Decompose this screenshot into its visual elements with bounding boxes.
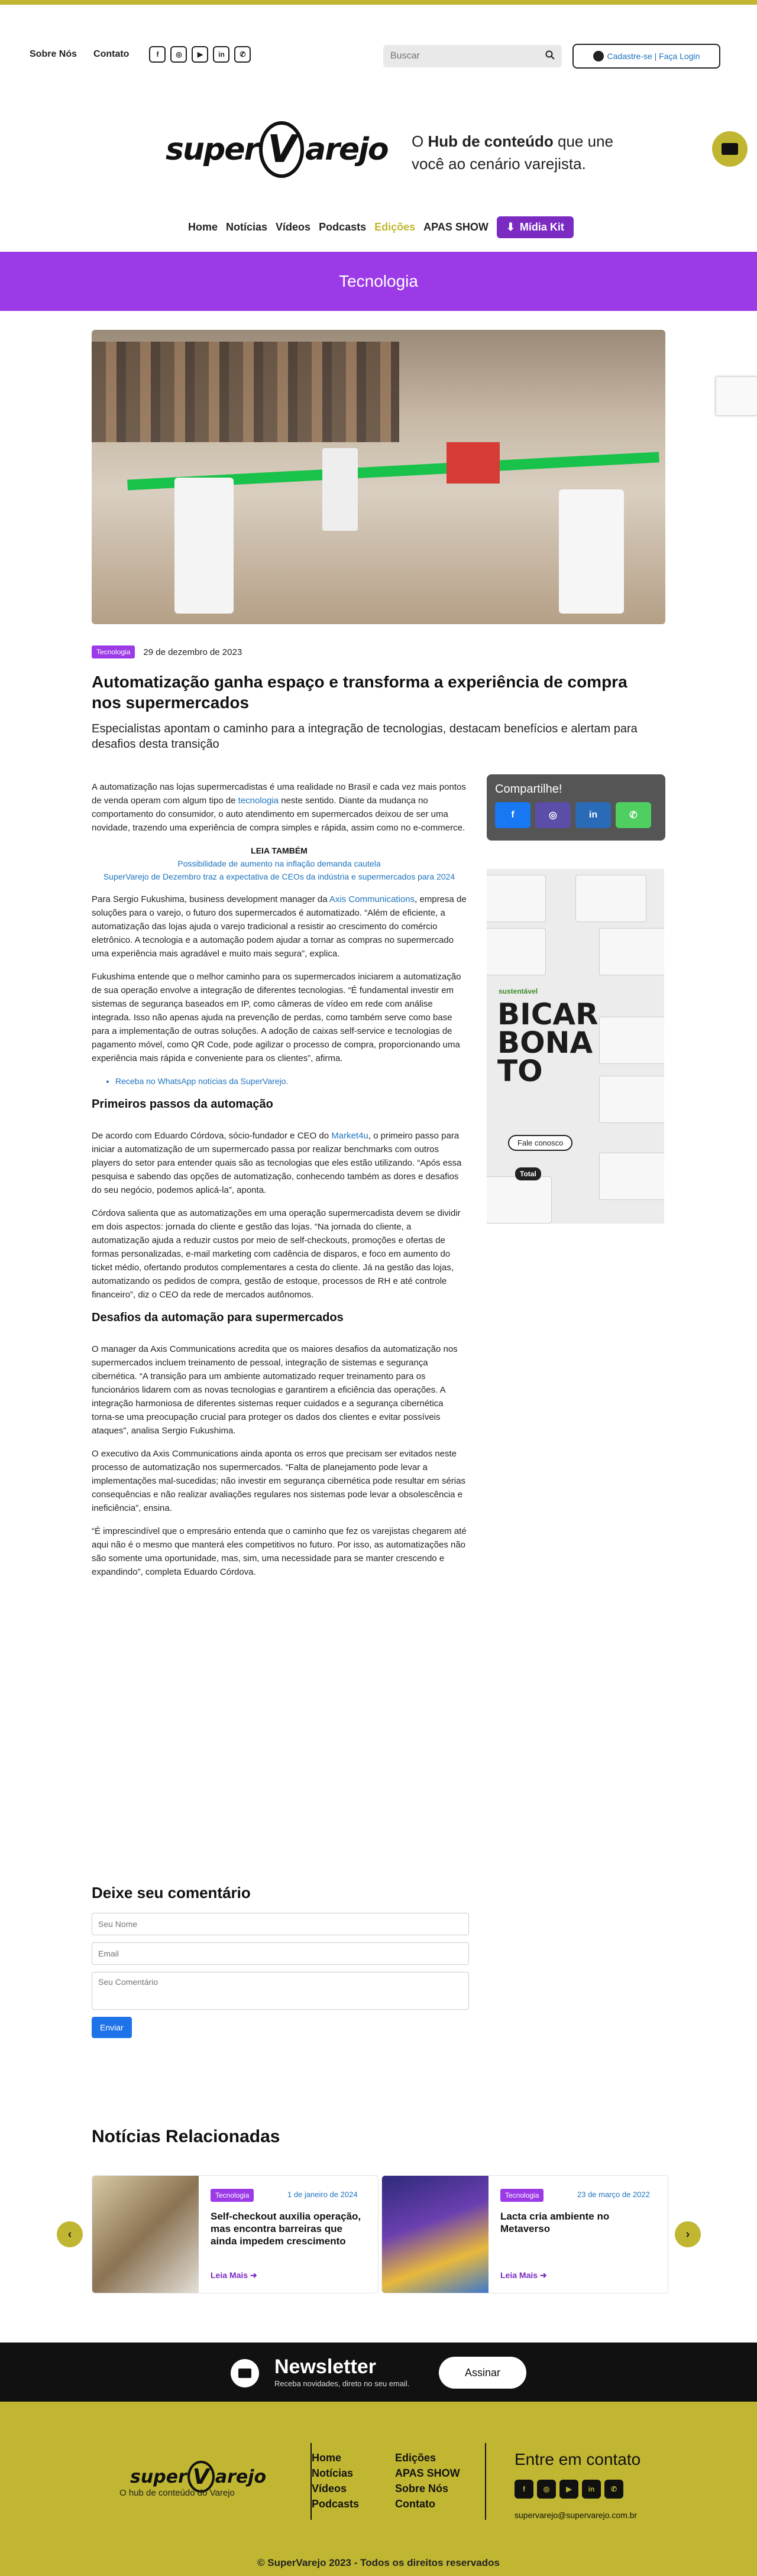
logo-right: arejo [305, 132, 388, 167]
read-more-link[interactable]: Leia Mais ➜ [211, 2270, 257, 2280]
nav-noticias[interactable]: Notícias [226, 221, 268, 233]
whatsapp-icon[interactable]: ✆ [234, 46, 251, 63]
whatsapp-bullet [115, 1075, 467, 1088]
facebook-icon[interactable]: f [515, 2480, 533, 2499]
youtube-icon[interactable]: ▶ [192, 46, 208, 63]
email-input[interactable] [92, 1942, 469, 1965]
copyright: © SuperVarejo 2023 - Todos os direitos reservados [0, 2549, 757, 2576]
tagline-bold: Hub de conteúdo [428, 132, 554, 150]
logo-v-mark: V [187, 2461, 215, 2493]
paragraph [92, 1129, 467, 1197]
text: neste sentido. Diante da mudança no comportamento do consumidor, o auto atendimento em supermercados deixou de ser uma novidade, trazendo uma experiência de compra simples e rápida, assim como no e-commerce. [92, 796, 465, 833]
linkedin-icon[interactable]: in [582, 2480, 601, 2499]
ad-contact-button[interactable]: Fale conosco [508, 1135, 572, 1151]
footer-tagline: O hub de conteúdo do Varejo [119, 2488, 235, 2498]
whatsapp-icon[interactable]: ✆ [604, 2480, 623, 2499]
text: , o primeiro passo para iniciar a automatização de um supermercado passa por realizar benchmarks com outros players do setor para entender quais são as tecnologias que eles estão utilizando. “Após essa pesquisa e sabendo das opções de automatização, conhecendo também as dores e desafios do seu negócio, podemos aplicá-la”, aponta. [92, 1131, 462, 1195]
link-tecnologia[interactable]: tecnologia [238, 796, 279, 806]
footer-col-1 [312, 2450, 359, 2512]
section-heading: Desafios da automação para supermercados [92, 1311, 344, 1324]
facebook-icon[interactable]: f [149, 46, 166, 63]
paragraph: Córdova salienta que as automatizações em uma operação supermercadista devem se dividir em dois aspectos: jornada do cliente e gestão das lojas. “Na jornada do cliente, a automatização ajuda a reduzir custos por meio de self-checkouts, promoções e ofertas de formas personalizadas, e-mail marketing com cadência de disparos, e foco em aumento do ticket médio, ofertando produtos complementares a cesta do cliente. Já na gestão das lojas, automatizando os pedidos de compra, gestão de estoque, processos de RH e até controle financeiro”, diz o CEO da rede de mercados autônomos. [92, 1208, 461, 1300]
article-title: Automatização ganha espaço e transforma a experiência de compra nos supermercados [92, 673, 627, 712]
nav-videos[interactable]: Vídeos [276, 221, 311, 233]
footer-link-edicoes[interactable]: Edições [395, 2452, 436, 2464]
mail-button[interactable] [712, 131, 748, 167]
logo-left: super [130, 2466, 187, 2487]
instagram-icon[interactable]: ◎ [535, 802, 571, 828]
paragraph: “É imprescindível que o empresário entenda que o caminho que fez os varejistas chegarem até aqui não é o mesmo que manterá eles competitivos no futuro. Por isso, as automatizações não são somente uma oportunidade, mas, sim, uma necessidade para se manter crescendo e expandindo”, completa Eduardo Córdova. [92, 1526, 467, 1577]
link-axis[interactable]: Axis Communications [329, 894, 415, 904]
link-contato[interactable]: Contato [93, 49, 130, 59]
category-tag[interactable]: Tecnologia [92, 645, 135, 658]
top-links [30, 46, 251, 63]
header-socials [149, 46, 251, 63]
download-icon: ⬇ [506, 221, 515, 233]
text: Para Sergio Fukushima, business development manager da [92, 894, 329, 904]
related-card-date: 23 de março de 2022 [577, 2190, 650, 2199]
nav-home[interactable]: Home [188, 221, 218, 233]
paragraph [92, 780, 467, 835]
ad-product-logo: Total [515, 1167, 541, 1180]
tagline-suffix: que une você ao cenário varejista. [412, 132, 613, 173]
footer-link-apas-show[interactable]: APAS SHOW [395, 2467, 460, 2479]
read-also-box [92, 844, 467, 883]
paragraph: O manager da Axis Communications acredita que os maiores desafios da automatização nos supermercados incluem treinamento de pessoal, integração de sistemas e segurança cibernética. “A transição para um ambiente automatizado requer treinamento para os funcionários lidarem com as novas tecnologias e garantirem a eficiência das operações. A integração harmoniosa de diferentes sistemas requer cuidados e a segurança cibernética torna-se uma preocupação crucial para proteger os dados dos clientes e evitar possíveis ataques”, analisa Sergio Fukushima. [92, 1344, 458, 1436]
read-also-link[interactable]: SuperVarejo de Dezembro traz a expectativa de CEOs da indústria e supermercados para 2024 [103, 872, 455, 881]
footer-link-noticias[interactable]: Notícias [312, 2467, 354, 2479]
submit-comment-button[interactable]: Enviar [92, 2017, 132, 2038]
footer-link-contato[interactable]: Contato [395, 2498, 435, 2510]
related-card-tag[interactable]: Tecnologia [500, 2189, 544, 2202]
nav-edicoes[interactable]: Edições [374, 221, 416, 233]
site-logo[interactable] [166, 121, 388, 178]
logo-right: arejo [215, 2466, 267, 2487]
read-also-link[interactable]: Possibilidade de aumento na inflação demanda cautela [177, 859, 381, 868]
related-card-image [382, 2176, 489, 2293]
article-hero-image [92, 330, 665, 624]
article-date: 29 de dezembro de 2023 [143, 647, 242, 657]
paragraph: Fukushima entende que o melhor caminho para os supermercados iniciarem a automatização de sua operação envolve a integração de diferentes tecnologias. “É fundamental investir em sistemas de segurança baseados em IP, como câmeras de vídeo em rede com análise integrada. Isso não apenas ajuda na prevenção de perdas, como também serve como base para a implementação de outras soluções. A adoção de caixas self-service e tecnologias de pagamento móvel, como QR Code, pode agilizar o processo de compra, proporcionando uma experiência mais rápida e conveniente para os clientes”, afirma. [92, 972, 461, 1063]
instagram-icon[interactable]: ◎ [170, 46, 187, 63]
link-sobre-nos[interactable]: Sobre Nós [30, 49, 77, 59]
logo-v-mark: V [259, 121, 304, 178]
linkedin-icon[interactable]: in [213, 46, 229, 63]
footer-col-2 [395, 2450, 460, 2512]
login-label: Cadastre-se | Faça Login [607, 51, 700, 61]
related-title: Notícias Relacionadas [92, 2127, 280, 2146]
article-body [92, 780, 467, 1588]
contact-title: Entre em contato [515, 2450, 641, 2468]
youtube-icon[interactable]: ▶ [559, 2480, 578, 2499]
linkedin-icon[interactable]: in [575, 802, 611, 828]
related-card[interactable] [381, 2175, 668, 2293]
media-kit-label: Mídia Kit [519, 221, 564, 233]
footer-link-sobre-nos[interactable]: Sobre Nós [395, 2483, 449, 2494]
newsletter-title: Newsletter [274, 2356, 376, 2378]
ad-brand-word: sustentável [499, 987, 538, 995]
media-kit-button[interactable] [497, 216, 574, 238]
paragraph: O executivo da Axis Communications ainda aponta os erros que precisam ser evitados neste processo de automatização nos supermercados. “Falta de planejamento pode levar a implementações mal-sucedidas; não investir em segurança cibernética pode resultar em sérias consequências e não realizar avaliações regulares nos sistemas pode levar a obsolescência e ineficiência”, ensina. [92, 1449, 465, 1513]
share-label: Compartilhe! [495, 783, 562, 796]
hub-tagline [412, 130, 636, 175]
contact-email[interactable]: supervarejo@supervarejo.com.br [515, 2510, 638, 2520]
footer-link-home[interactable]: Home [312, 2452, 342, 2464]
newsletter-bar [0, 2343, 757, 2402]
mail-icon [722, 143, 738, 155]
read-more-link[interactable]: Leia Mais ➜ [500, 2270, 547, 2280]
user-icon [593, 51, 604, 61]
chevron-left-icon[interactable]: ‹ [57, 2221, 83, 2247]
share-box [487, 774, 665, 841]
footer-link-videos[interactable]: Vídeos [312, 2483, 347, 2494]
text: De acordo com Eduardo Córdova, sócio-fundador e CEO do [92, 1131, 332, 1141]
paragraph [92, 893, 467, 961]
related-card-tag[interactable]: Tecnologia [211, 2189, 254, 2202]
related-card[interactable] [92, 2175, 378, 2293]
nav-podcasts[interactable]: Podcasts [319, 221, 367, 233]
chevron-right-icon[interactable]: › [675, 2221, 701, 2247]
subscribe-button[interactable]: Assinar [439, 2357, 526, 2389]
related-card-date: 1 de janeiro de 2024 [287, 2190, 358, 2199]
nav-apas-show[interactable]: APAS SHOW [423, 221, 489, 233]
comment-form [92, 1884, 469, 2038]
comment-title: Deixe seu comentário [92, 1884, 251, 1902]
article-meta [92, 645, 242, 658]
envelope-icon [231, 2359, 259, 2387]
main-nav [188, 216, 574, 238]
top-accent-bar [0, 0, 757, 5]
tagline-prefix: O [412, 132, 428, 150]
top-bar [0, 5, 757, 99]
comment-textarea[interactable] [92, 1972, 469, 2010]
facebook-icon[interactable]: f [495, 802, 530, 828]
related-card-title[interactable]: Self-checkout auxilia operação, mas encontra barreiras que ainda impedem crescimento [211, 2211, 361, 2247]
section-heading: Primeiros passos da automação [92, 1098, 273, 1111]
text: A automatização nas lojas supermercadistas é uma realidade no Brasil e cada vez mais pontos de venda operam com algum tipo de [92, 782, 466, 806]
read-also-title: LEIA TAMBÉM [251, 846, 308, 855]
instagram-icon[interactable]: ◎ [537, 2480, 556, 2499]
category-band: Tecnologia [0, 252, 757, 311]
whatsapp-icon[interactable]: ✆ [616, 802, 651, 828]
whatsapp-news-link[interactable]: Receba no WhatsApp notícias da SuperVarejo. [115, 1076, 289, 1086]
search-box [383, 45, 562, 67]
article-subtitle: Especialistas apontam o caminho para a integração de tecnologias, destacam benefícios e alertam para desafios desta transição [92, 722, 638, 751]
footer-link-podcasts[interactable]: Podcasts [312, 2498, 360, 2510]
sidebar-ad[interactable] [487, 869, 664, 1224]
footer-divider [485, 2443, 486, 2520]
footer [0, 2402, 757, 2549]
logo-left: super [166, 132, 258, 167]
search-input[interactable] [390, 51, 526, 61]
login-button[interactable] [572, 44, 720, 69]
ad-headline: BICAR BONA TO [497, 997, 599, 1088]
newsletter-subtitle: Receba novidades, direto no seu email. [274, 2379, 410, 2388]
name-input[interactable] [92, 1913, 469, 1935]
link-market4u[interactable]: Market4u [331, 1131, 368, 1141]
related-card-image [92, 2176, 199, 2293]
search-icon[interactable] [545, 50, 555, 63]
related-card-title[interactable]: Lacta cria ambiente no Metaverso [500, 2211, 610, 2234]
footer-socials [515, 2480, 623, 2499]
recaptcha-badge[interactable] [716, 377, 757, 416]
text: , empresa de soluções para o varejo, o futuro dos supermercados é automatizado. “Além de eficiente, a automatização das lojas ajuda o varejo tradicional a resistir ao crescimento do comércio eletrônico. A tecnologia e a automação podem ajudar a tornar as compras no supermercado uma experiência mais agradável e muito mais segura”, explica. [92, 894, 467, 959]
